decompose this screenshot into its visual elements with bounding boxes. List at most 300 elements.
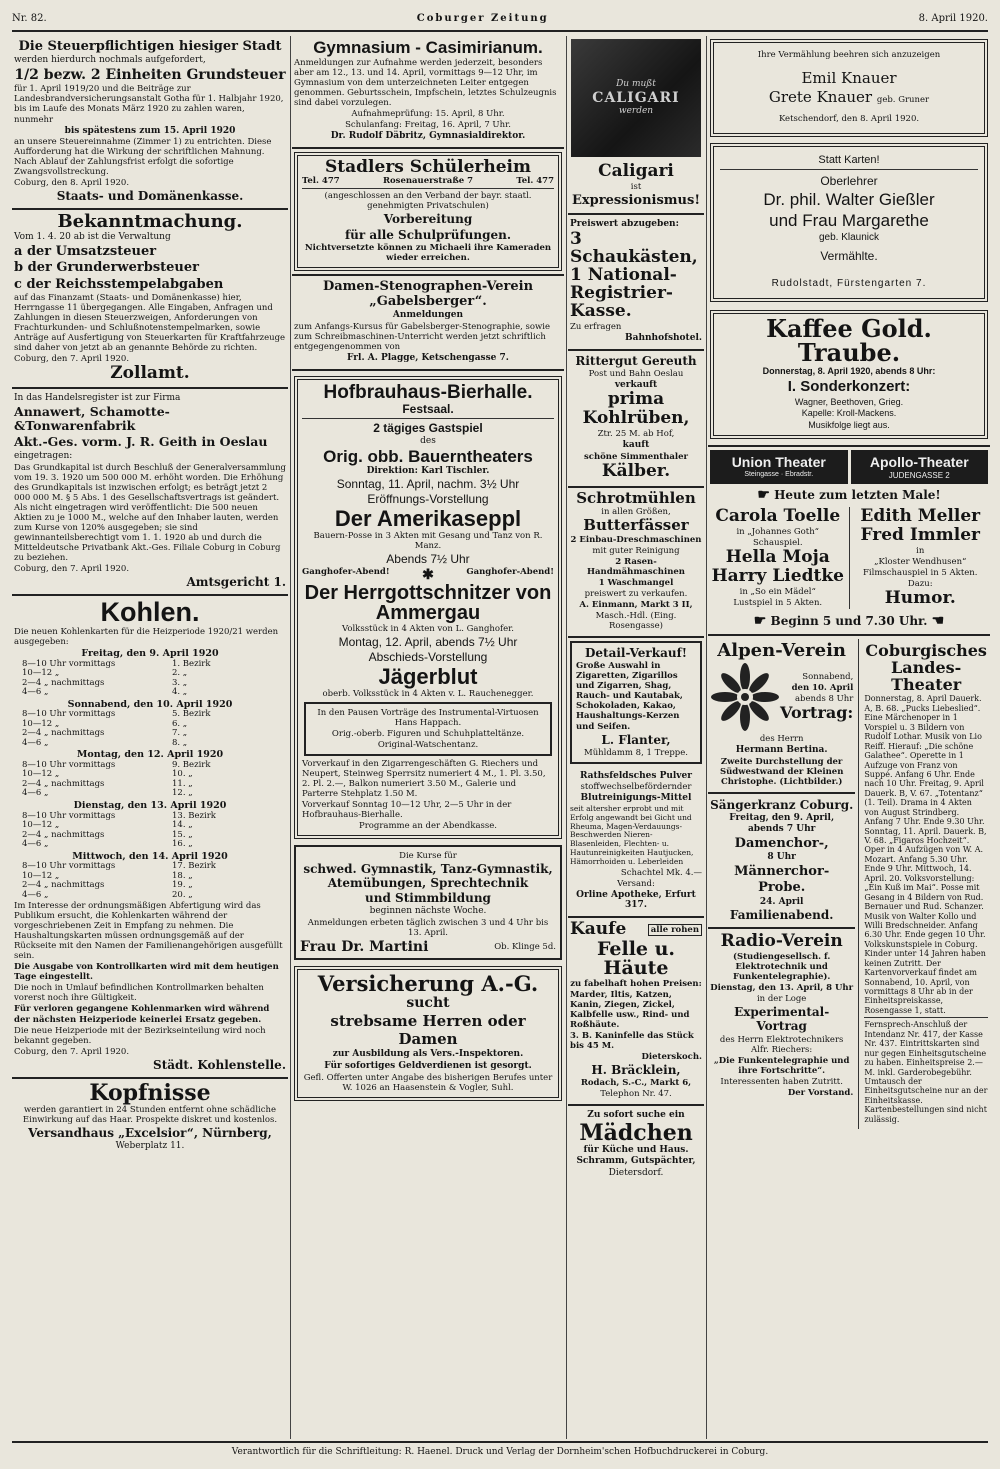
- maedchen-line: für Küche und Haus.: [583, 1144, 689, 1155]
- saenger-line: abends 7 Uhr: [747, 824, 816, 835]
- hofbr-play3-desc: oberb. Volksstück in 4 Akten v. L. Rauchenegger.: [322, 688, 534, 699]
- felle-phone: Telephon Nr. 47.: [600, 1089, 672, 1100]
- rath-line: stoffwechselbefördernder: [580, 782, 692, 793]
- steuer-body2: an unsere Steuereinnahme (Zimmer 1) zu entrichten. Diese Aufforderung hat die Wirkung der schriftlichen Mahnung. Nach Ablauf der Zahlungsfrist erfolgt die sofortige Zwangsvollstreckung.: [14, 137, 272, 178]
- kohlen-slot: [14, 831, 286, 841]
- radio-title: Radio-Verein: [720, 931, 843, 952]
- kohlen-slot-time: 4—6 „: [22, 889, 49, 900]
- landes-title: Coburgisches Landes-Theater: [865, 641, 987, 694]
- union-program: [710, 507, 850, 609]
- vers-line: sucht: [406, 995, 450, 1012]
- kohlen-slot-district: 12. „: [172, 788, 193, 799]
- apollo-theater-logo: [851, 450, 989, 485]
- alpen-topic: Zweite Durchstellung der Südwestwand der Kleinen Christophe. (Lichtbilder.): [719, 756, 844, 787]
- saenger-line: Probe.: [758, 880, 806, 896]
- ad-kino: [708, 445, 990, 637]
- detail-title: Detail-Verkauf!: [585, 646, 687, 661]
- hofbr-director: Direktion: Karl Tischler.: [366, 465, 490, 476]
- hofbr-name: Orig. obb. Bauerntheaters: [323, 446, 533, 466]
- kurse-start: beginnen nächste Woche.: [369, 906, 487, 917]
- schrot-line: 2 Rasen-Handmähmaschinen: [587, 557, 685, 578]
- kohlen-note2: Für verloren gegangene Kohlenmarken wird während der nächsten Heizperiode keinerlei Ersatz gegeben.: [14, 1004, 270, 1025]
- kohlen-slot-time: 8—10 Uhr vormittags: [22, 810, 116, 821]
- kohlen-slot-district: 2. „: [172, 668, 188, 679]
- statt-geb: geb. Klaunick: [818, 231, 880, 243]
- radio-line: des Herrn Elektrotechnikers Alfr. Riechers:: [719, 1034, 844, 1055]
- alpen-line: des Herrn: [759, 733, 804, 744]
- kaffee-line: Donnerstag, 8. April 1920, abends 8 Uhr:: [762, 366, 936, 377]
- kohlen-slot: [14, 780, 286, 790]
- kino-heads: [710, 450, 988, 485]
- hofbr-pause-line: Original-Watschentanz.: [377, 739, 479, 750]
- caligari-image-text: werden: [618, 106, 654, 117]
- kohlen-slot-time: 2—4 „ nachmittags: [22, 778, 105, 789]
- kohlen-slot-time: 4—6 „: [22, 839, 49, 850]
- hofbr-date1: Sonntag, 11. April, nachm. 3½ Uhr: [336, 477, 520, 492]
- alpen-vortrag: Vortrag:: [780, 703, 854, 723]
- rath-body: seit altersher erprobt und mit Erfolg angewandt bei Gicht und Rheuma, Magen-Verdauungs-Beschwerden Nieren-Blasenleiden, Flechten- u. Hautunreinigkeiten Hautjucken, Hämorrhoiden u. Leberleiden: [570, 803, 694, 866]
- rath-price: Schachtel Mk. 4.—: [620, 867, 702, 878]
- apollo-theater-name: Apollo-Theater: [869, 453, 969, 470]
- apollo-theater-addr: JUDENGASSE 2: [888, 471, 950, 481]
- steuer-big: 1/2 bezw. 2 Einheiten Grundsteuer: [14, 66, 286, 83]
- ad-hofbrauhaus: [294, 376, 562, 839]
- saenger-line: Männerchor-: [734, 863, 830, 879]
- bottom-right: [859, 639, 990, 1129]
- vers-line: zur Ausbildung als Vers.-Inspektoren.: [332, 1049, 524, 1060]
- schrot-line: A. Einmann, Markt 3 II,: [579, 600, 693, 611]
- kaffee-title: Kaffee Gold. Traube.: [766, 314, 932, 368]
- kino-actor: Fred Immler: [860, 524, 980, 545]
- kohlen-day: Mittwoch, den 14. April 1920: [72, 850, 228, 862]
- caligari-image: [571, 39, 701, 157]
- divider: [864, 1017, 988, 1018]
- stadler-addr: Rosenauerstraße 7: [382, 176, 474, 187]
- kohlen-slot: [14, 739, 286, 749]
- felle-line: Kaufe: [570, 919, 627, 940]
- hofbr-pause-box: [304, 702, 552, 756]
- kino-today-row: [710, 487, 988, 504]
- hofbr-line: des: [420, 436, 436, 447]
- statt-name: Dr. phil. Walter Gießler: [763, 189, 935, 209]
- kino-film: in „Johannes Goth“: [736, 526, 820, 537]
- stadler-line: für alle Schulprüfungen.: [344, 227, 512, 242]
- preis-item: 1 National-Registrier-Kasse.: [570, 265, 677, 322]
- page-header: [12, 8, 988, 32]
- kohlen-slot-district: 15. „: [172, 829, 193, 840]
- ad-kohlen: [12, 596, 288, 1079]
- steno-body: zum Anfangs-Kursus für Gabelsberger-Stenographie, sowie zum Schreibmaschinen-Unterricht werden jetzt schriftlich entgegengenommen von: [294, 322, 551, 353]
- maedchen-title: Mädchen: [579, 1119, 693, 1146]
- hofbr-line: 2 tägiges Gastspiel: [373, 420, 483, 435]
- caligari-image-text: CALIGARI: [592, 89, 680, 106]
- rath-title: Rathsfeldsches Pulver: [579, 770, 693, 781]
- gym-title: Gymnasium - Casimirianum.: [313, 38, 543, 57]
- alpen-head: [710, 661, 853, 733]
- hofbr-date2-note: Abschieds-Vorstellung: [368, 650, 488, 665]
- union-theater-name: Union Theater: [731, 453, 826, 470]
- rath-line: Blutreinigungs-Mittel: [580, 793, 692, 804]
- kohlen-slot-time: 10—12 „: [22, 769, 60, 780]
- ritter-line: Kohlrüben,: [582, 408, 690, 429]
- ad-landestheater: [862, 639, 990, 1129]
- stadler-tel: Tel. 477: [516, 176, 554, 187]
- caligari-image-text: Du mußt: [616, 79, 656, 90]
- issue-date: 8. April 1920.: [918, 13, 988, 25]
- saenger-title: Sängerkranz Coburg.: [710, 797, 854, 812]
- kohlen-slot-time: 4—6 „: [22, 737, 49, 748]
- kino-genre: Filmschauspiel in 5 Akten.: [863, 567, 978, 578]
- ad-rittergut: [568, 351, 704, 488]
- felle-title: Felle u. Häute: [596, 937, 676, 979]
- hofbr-ganghofer-right: Ganghofer-Abend!: [466, 566, 554, 577]
- schrot-line: 1 Waschmangel: [598, 578, 674, 589]
- ad-alpenverein: [708, 639, 855, 794]
- hofbr-evening: Abends 7½ Uhr: [386, 551, 470, 566]
- kohlen-slot: [14, 881, 286, 891]
- gym-sign: Dr. Rudolf Däbritz, Gymnasialdirektor.: [330, 130, 526, 141]
- kurse-subjects: schwed. Gymnastik, Tanz-Gymnastik, Atemübungen, Sprechtechnik: [303, 861, 553, 890]
- statt-line: Oberlehrer: [820, 174, 878, 189]
- kino-programs: [710, 507, 988, 609]
- ad-statt-karten: [710, 143, 988, 302]
- kopf-body: werden garantiert in 24 Stunden entfernt ohne schädliche Einwirkung auf das Haar. Prospekte diskret und kostenlos.: [22, 1104, 278, 1125]
- maedchen-line: Dietersdorf.: [608, 1168, 664, 1179]
- ad-felle: [568, 918, 704, 1106]
- ad-caligari: [568, 160, 704, 215]
- kohlen-slot-time: 8—10 Uhr vormittags: [22, 759, 116, 770]
- ritter-line: Kälber.: [601, 460, 671, 481]
- hofbr-presale: Vorverkauf in den Zigarrengeschäften G. Riechers und Neupert, Steinweg Sperrsitz numeriert 4 M., 1. Pl. 3.50, 2. Pl. 2.—, Balkon numeriert 3.50 M., Galerie und Parterre Stehplatz 1.50 M.: [302, 758, 546, 799]
- hofbr-pause-line: In den Pausen Vorträge des Instrumental-Virtuosen Hans Happach.: [317, 707, 539, 728]
- preis-line: Zu erfragen: [570, 322, 622, 333]
- kohlen-day: Sonnabend, den 10. April 1920: [67, 698, 233, 710]
- kohlen-day: Dienstag, den 13. April 1920: [73, 799, 227, 811]
- apollo-program: [850, 507, 989, 609]
- ad-versicherung: [294, 966, 562, 1100]
- felle-line: 3. B. Kaninfelle das Stück bis 45 M.: [570, 1031, 694, 1052]
- rath-line: Orline Apotheke, Erfurt 317.: [576, 889, 696, 911]
- verm-geb: geb. Gruner: [876, 94, 930, 105]
- kino-extra: Dazu:: [907, 578, 933, 589]
- kohlen-note3: Die neue Heizperiode mit der Bezirkseinteilung wird noch bekannt gegeben.: [14, 1025, 266, 1046]
- hofbr-ganghofer-left: Ganghofer-Abend!: [302, 566, 390, 577]
- kohlen-slot-district: 10. „: [172, 769, 193, 780]
- kino-film: in „So ein Mädel“: [739, 586, 816, 597]
- ritter-line: prima: [607, 389, 665, 410]
- statt-line: Statt Karten!: [818, 154, 880, 167]
- kohlen-note1: Die Ausgabe von Kontrollkarten wird mit dem heutigen Tage eingestellt.: [14, 962, 279, 983]
- hofbr-date1-note: Eröffnungs-Vorstellung: [367, 492, 489, 507]
- radio-vortrag: Experimental-Vortrag: [734, 1005, 830, 1034]
- ad-steno: [292, 274, 564, 371]
- handel-firm1: Annawert, Schamotte-&Tonwarenfabrik: [14, 403, 170, 434]
- alpen-line: den 10. April: [791, 683, 854, 694]
- caligari-line: Expressionismus!: [571, 192, 701, 208]
- stadler-title: Stadlers Schülerheim: [325, 156, 531, 177]
- column-rule: [290, 36, 291, 1439]
- kohlen-slot: [14, 688, 286, 698]
- kohlen-intro: Die neuen Kohlenkarten für die Heizperiode 1920/21 werden ausgegeben:: [14, 626, 279, 647]
- kino-film: „Kloster Wendhusen“: [874, 556, 967, 567]
- column-1: [12, 36, 288, 1439]
- column-rule: [566, 36, 567, 1439]
- kohlen-schedule: [14, 649, 286, 900]
- verm-name-row: [720, 89, 978, 107]
- kohlen-slot-district: 7. „: [172, 728, 188, 739]
- alpen-line: Sonnabend,: [802, 672, 854, 683]
- kino-film: in: [916, 545, 925, 556]
- felle-line: Dieterskoch.: [641, 1052, 702, 1063]
- pointing-hand-icon: ☚: [931, 612, 945, 629]
- ad-gymnasium: [292, 36, 564, 149]
- schrot-line: Masch.-Hdl. (Eing. Rosengasse): [595, 611, 677, 632]
- column-3: [568, 36, 704, 1439]
- ad-steuer: [12, 36, 288, 210]
- schrot-line: mit guter Reinigung: [592, 546, 680, 557]
- kohlen-slot-time: 4—6 „: [22, 687, 49, 698]
- preis-line: Preiswert abzugeben:: [570, 219, 679, 230]
- hofbr-date2: Montag, 12. April, abends 7½ Uhr: [338, 635, 518, 650]
- vers-line: strebsame Herren oder Damen: [330, 1011, 526, 1048]
- ad-bekanntmachung: [12, 210, 288, 389]
- alpen-title: Alpen-Verein: [717, 640, 847, 662]
- kohlen-slot-district: 6. „: [172, 718, 188, 729]
- handel-date: Coburg, den 7. April 1920.: [14, 563, 130, 574]
- kohlen-slot-time: 2—4 „ nachmittags: [22, 728, 105, 739]
- handel-intro: In das Handelsregister ist zur Firma: [14, 393, 181, 404]
- caligari-title: Caligari: [598, 161, 674, 181]
- kohlen-slot-time: 10—12 „: [22, 820, 60, 831]
- column-2: [292, 36, 564, 1439]
- saenger-line: 24. April: [759, 896, 804, 907]
- divider: [302, 418, 554, 419]
- kohlen-slot-district: 3. „: [172, 677, 188, 688]
- ritter-title: Rittergut Gereuth: [575, 353, 697, 368]
- ad-handelsregister: [12, 389, 288, 596]
- kohlen-sign: Städt. Kohlenstelle.: [153, 1057, 286, 1072]
- saenger-line: Damenchor-,: [734, 836, 829, 852]
- steuer-title: Die Steuerpflichtigen hiesiger Stadt: [18, 39, 282, 54]
- kohlen-slot-time: 10—12 „: [22, 668, 60, 679]
- kino-actor: Edith Meller: [860, 505, 981, 526]
- hofbr-ganghofer: [302, 567, 554, 584]
- kohlen-body: Im Interesse der ordnungsmäßigen Abfertigung wird das Publikum ersucht, die Kohlenkarten während der vorgeschriebenen Zeit in Empfang zu nehmen. Die Haushaltungskarten müssen ordnungsgemäß auf der Rückseite mit den Namen der Familienangehörigen ausgefüllt sein.: [14, 901, 283, 962]
- kohlen-slot-time: 8—10 Uhr vormittags: [22, 861, 116, 872]
- steuer-line: werden hierdurch nochmals aufgefordert,: [14, 55, 206, 66]
- saenger-line: Freitag, den 9. April,: [729, 812, 835, 823]
- star-icon: ✱: [422, 566, 434, 583]
- hofbr-title: Hofbrauhaus-Bierhalle.: [323, 381, 533, 403]
- kohlen-slot-district: 17. Bezirk: [172, 861, 216, 872]
- ritter-line: verkauft: [614, 379, 658, 390]
- column-4: [708, 36, 990, 1439]
- ritter-line: kauft: [622, 440, 650, 451]
- kohlen-slot-district: 5. Bezirk: [172, 709, 211, 720]
- detail-firm: L. Flanter,: [601, 732, 671, 747]
- kohlen-slot: [14, 840, 286, 850]
- kohlen-slot: [14, 679, 286, 689]
- kohlen-slot-time: 8—10 Uhr vormittags: [22, 658, 116, 669]
- stadler-tel: Tel. 477: [302, 176, 340, 187]
- ad-saengerkranz: [708, 794, 855, 930]
- handel-body: Das Grundkapital ist durch Beschluß der Generalversammlung vom 19. 3. 1920 um 500 000 M. erhöht worden. Die Erhöhung des Grundkapitals ist inzwischen erfolgt; es beträgt jetzt 2 000 000 M. § 5 Abs. 1 des Gesellschaftsvertrags ist geändert. Als nicht eingetragen wird veröffentlicht: Die 500 neuen Aktien zu je 1000 M., welche auf den Inhaber lauten, werden zum Kurse von 120% ausgegeben; sie sind gewinnanteilsberechtigt vom 1. 1. 1920 ab und durch die Mitteldeutsche Privatbank Akt.-Ges. Filiale Coburg in Coburg zu beziehen.: [14, 462, 286, 563]
- steuer-date: Coburg, den 8. April 1920.: [14, 178, 130, 189]
- felle-head: [570, 921, 702, 939]
- kohlen-note1-rest: Die noch in Umlauf befindlichen Kontrollmarken behalten vorerst noch ihre Gültigkeit.: [14, 983, 264, 1004]
- maedchen-line: Schramm, Gutspächter,: [576, 1156, 696, 1167]
- preis-line: Bahnhofshotel.: [625, 333, 702, 344]
- kohlen-slot-district: 16. „: [172, 839, 193, 850]
- handel-line: eingetragen:: [14, 450, 73, 461]
- saenger-line: Familienabend.: [729, 908, 834, 923]
- ad-kopfnisse: [12, 1079, 288, 1157]
- statt-place: Rudolstadt, Fürstengarten 7.: [771, 277, 927, 289]
- steno-sub: „Gabelsberger“.: [369, 294, 487, 310]
- steno-sign: Frl. A. Plagge, Ketschengasse 7.: [347, 353, 509, 364]
- bottom-split: [708, 639, 990, 1129]
- bek-intro: Vom 1. 4. 20 ab ist die Verwaltung: [14, 232, 171, 243]
- bek-a: a der Umsatzsteuer: [14, 243, 157, 259]
- verm-name: Grete Knauer: [768, 87, 873, 106]
- kurse-sign: Frau Dr. Martini: [300, 938, 429, 955]
- detail-addr: Mühldamm 8, 1 Treppe.: [583, 747, 688, 758]
- hofbr-play1-desc: Bauern-Posse in 3 Akten mit Gesang und Tanz von R. Manz.: [313, 530, 543, 551]
- kohlen-date: Coburg, den 7. April 1920.: [14, 1046, 130, 1057]
- steuer-deadline: bis spätestens zum 15. April 1920: [64, 125, 236, 136]
- kohlen-slot-time: 10—12 „: [22, 870, 60, 881]
- handel-firm2: Akt.-Ges. vorm. J. R. Geith in Oeslau: [14, 434, 268, 450]
- kopf-firm: Versandhaus „Excelsior“, Nürnberg,: [28, 1125, 272, 1140]
- kino-genre: Lustspiel in 5 Akten.: [733, 597, 823, 608]
- steno-line: Anmeldungen: [392, 310, 464, 321]
- kohlen-slot: [14, 729, 286, 739]
- kohlen-slot-time: 2—4 „ nachmittags: [22, 880, 105, 891]
- stadler-line: Nichtversetzte können zu Michaeli ihre Kameraden wieder erreichen.: [304, 242, 552, 263]
- kopf-addr: Weberplatz 11.: [115, 1140, 185, 1151]
- kohlen-slot-time: 8—10 Uhr vormittags: [22, 709, 116, 720]
- steuer-body: für 1. April 1919/20 und die Beiträge zur Landesbrandversicherungsanstalt Gotha für 1. Halbjahr 1920, bis im Laufe des Monats März 1920 zu zahlen waren, nunmehr: [14, 84, 284, 125]
- kino-begin-row: [710, 613, 988, 630]
- ad-kaffee: [710, 310, 988, 438]
- kurse-subjects2: und Stimmbildung: [365, 891, 491, 906]
- hofbr-play2: Der Herrgottschnitzer von Ammergau: [304, 582, 552, 625]
- ad-schrotmuehlen: [568, 488, 704, 639]
- ad-stadler: [294, 152, 562, 271]
- kino-begin: Beginn 5 und 7.30 Uhr.: [770, 613, 928, 628]
- felle-line: zu fabelhaft hohen Preisen:: [570, 978, 702, 989]
- kurse-line: Die Kurse für: [399, 850, 457, 861]
- kohlen-slot-district: 20. „: [172, 889, 193, 900]
- kohlen-slot-time: 4—6 „: [22, 788, 49, 799]
- kaffee-line: I. Sonderkonzert:: [787, 377, 911, 395]
- kino-actor: Harry Liedtke: [711, 565, 844, 586]
- kohlen-slot-district: 9. Bezirk: [172, 759, 211, 770]
- edelweiss-icon: [710, 661, 780, 733]
- caligari-line: ist: [630, 181, 642, 192]
- bek-body: auf das Finanzamt (Staats- und Domänenkasse) hier, Herrngasse 11 übergegangen. Alle Eingaben, Anfragen und Zahlungen in diesen Steuerzweigen, Anforderungen von Frachturkunden- und Schlußnotenstempelmarken, sowie Anträge auf Ausfertigung von Steuerkarten für Kraftfahrzeuge sind daher von jetzt ab an genannte Behörde zu richten.: [14, 292, 286, 354]
- page-footer: Verantwortlich für die Schriftleitung: R. Haenel. Druck und Verlag der Dornheim'schen Hofbuchdruckerei in Coburg.: [12, 1441, 988, 1463]
- schrot-line: preiswert zu verkaufen.: [584, 589, 688, 600]
- rath-line: Versand:: [617, 878, 655, 889]
- radio-line: (Studiengesellsch. f. Elektrotechnik und Funkentelegraphie).: [732, 952, 831, 983]
- divider: [302, 188, 554, 189]
- saenger-line: 8 Uhr: [767, 852, 796, 863]
- kohlen-slot-district: 13. Bezirk: [172, 810, 216, 821]
- radio-topic: „Die Funkentelegraphie und ihre Fortschritte“.: [713, 1055, 850, 1076]
- schrot-line: in allen Größen,: [601, 507, 671, 518]
- statt-name: und Frau Margarethe: [769, 210, 929, 230]
- kurse-addr: Ob. Klinge 5d.: [494, 942, 556, 953]
- kino-actor: Hella Moja: [725, 546, 830, 567]
- kino-genre: Schauspiel.: [752, 537, 803, 548]
- ad-rathsfeld: [568, 767, 704, 918]
- felle-items: Marder, Iltis, Katzen, Kanin, Ziegen, Zickel, Kalbfelle usw., Rind- und Roßhäute.: [570, 989, 690, 1030]
- union-theater-addr: Steingasse · Ebradstr.: [744, 471, 814, 479]
- kaffee-line: Kapelle: Kroll-Mackens.: [801, 408, 897, 419]
- kohlen-slot: [14, 891, 286, 901]
- radio-sign: Der Vorstand.: [787, 1087, 854, 1098]
- ad-radioverein: [708, 929, 855, 1102]
- hofbr-pause-line: Orig.-oberb. Figuren und Schuhplatteltänze.: [331, 728, 525, 739]
- kurse-registration: Anmeldungen erbeten täglich zwischen 3 und 4 Uhr bis 13. April.: [307, 917, 549, 938]
- steuer-sign: Staats- und Domänenkasse.: [56, 189, 244, 204]
- bottom-left: [708, 639, 859, 1129]
- kohlen-slot-district: 1. Bezirk: [172, 658, 211, 669]
- kohlen-day: Freitag, den 9. April 1920: [81, 647, 219, 659]
- ritter-line: Post und Bahn Oeslau: [588, 368, 684, 379]
- kohlen-slot-time: 2—4 „ nachmittags: [22, 677, 105, 688]
- column-rule: [706, 36, 707, 1439]
- kohlen-slot: [14, 789, 286, 799]
- kohlen-day: Montag, den 12. April 1920: [76, 749, 224, 761]
- kohlen-slot-district: 8. „: [172, 737, 188, 748]
- kohlen-slot-district: 4. „: [172, 687, 188, 698]
- vers-title: Versicherung A.-G.: [317, 971, 539, 997]
- kopf-title: Kopfnisse: [89, 1079, 211, 1106]
- landes-body: Donnerstag, 8. April Dauerk. A, B. 68. „Pucks Liebeslied“. Eine Märchenoper in 1 Vorspiel u. 3 Bildern von Rudolf Lothar. Musik von Lio Reiff. Hierauf: „Die schöne Galathee“. Operette in 1 Aufzuge von Franz von Suppé. Anfang 6 Uhr. Ende nach 10 Uhr. Freitag, 9. April Dauerk. B, V. 67. „Totentanz“ (1. Teil). Drama in 4 Akten von August Strindberg. Anfang 7 Uhr. Ende 9.30 Uhr. Sonntag, 11. April. Dauerk. B, V. 68. „Figaros Hochzeit“. Oper in 4 Aufzügen von W. A. Mozart. Anfang 5.30 Uhr. Ende 9 Uhr. Mittwoch, 14. April. 20. Volksvorstellung: „Ein Kuß im Mai“. Posse mit Gesang in 4 Bildern von Rud. Bernauer und Rud. Schanzer. Musik von Walter Kollo und Willi Bredschneider. Anfang 6.30 Uhr. Ende gegen 10 Uhr. Volkskunstspiele in Coburg. Kinder unter 14 Jahren haben keinen Zutritt. Der Kartenvorverkauf findet am Sonnabend, 10. April, von vormittags 8 Uhr ab in der Einheitspreiskasse, Rosengasse 1, statt.: [864, 694, 987, 1015]
- divider: [720, 169, 978, 170]
- felle-addr: Rodach, S.-C., Markt 6,: [580, 1078, 692, 1089]
- hofbr-program: Programme an der Abendkasse.: [358, 820, 497, 831]
- radio-line: Interessenten haben Zutritt.: [720, 1076, 843, 1087]
- vers-line: Für sofortiges Geldverdienen ist gesorgt.: [324, 1060, 532, 1071]
- bek-title: Bekanntmachung.: [57, 211, 243, 233]
- bek-b: b der Grunderwerbsteuer: [14, 260, 199, 276]
- bek-sign: Zollamt.: [110, 363, 190, 384]
- radio-line: in der Loge: [756, 994, 807, 1005]
- schrot-line: 2 Einbau-Dreschmaschinen: [570, 535, 702, 546]
- statt-line: Vermählte.: [820, 249, 878, 264]
- verm-line: Ihre Vermählung beehren sich anzuzeigen: [757, 50, 941, 60]
- hofbr-play1: Der Amerikaseppl: [334, 505, 522, 531]
- schrot-line: Butterfässer: [583, 516, 689, 535]
- kohlen-slot-time: 10—12 „: [22, 718, 60, 729]
- pointing-hand-icon: ☛: [757, 487, 770, 504]
- kino-today: Heute zum letzten Male!: [774, 488, 941, 503]
- felle-line: alle rohen: [648, 924, 702, 936]
- kohlen-slot-district: 19. „: [172, 880, 193, 891]
- verm-name: Emil Knauer: [801, 69, 897, 88]
- ad-maedchen: [568, 1106, 704, 1183]
- kaffee-line: Musikfolge liegt aus.: [808, 419, 890, 430]
- kohlen-slot-district: 14. „: [172, 820, 193, 831]
- verm-place: Ketschendorf, den 8. April 1920.: [778, 114, 920, 125]
- ad-kurse: [294, 845, 562, 961]
- bek-c: c der Reichsstempelabgaben: [14, 276, 224, 292]
- newspaper-title: Coburger Zeitung: [416, 13, 549, 25]
- handel-sign: Amtsgericht 1.: [186, 574, 286, 589]
